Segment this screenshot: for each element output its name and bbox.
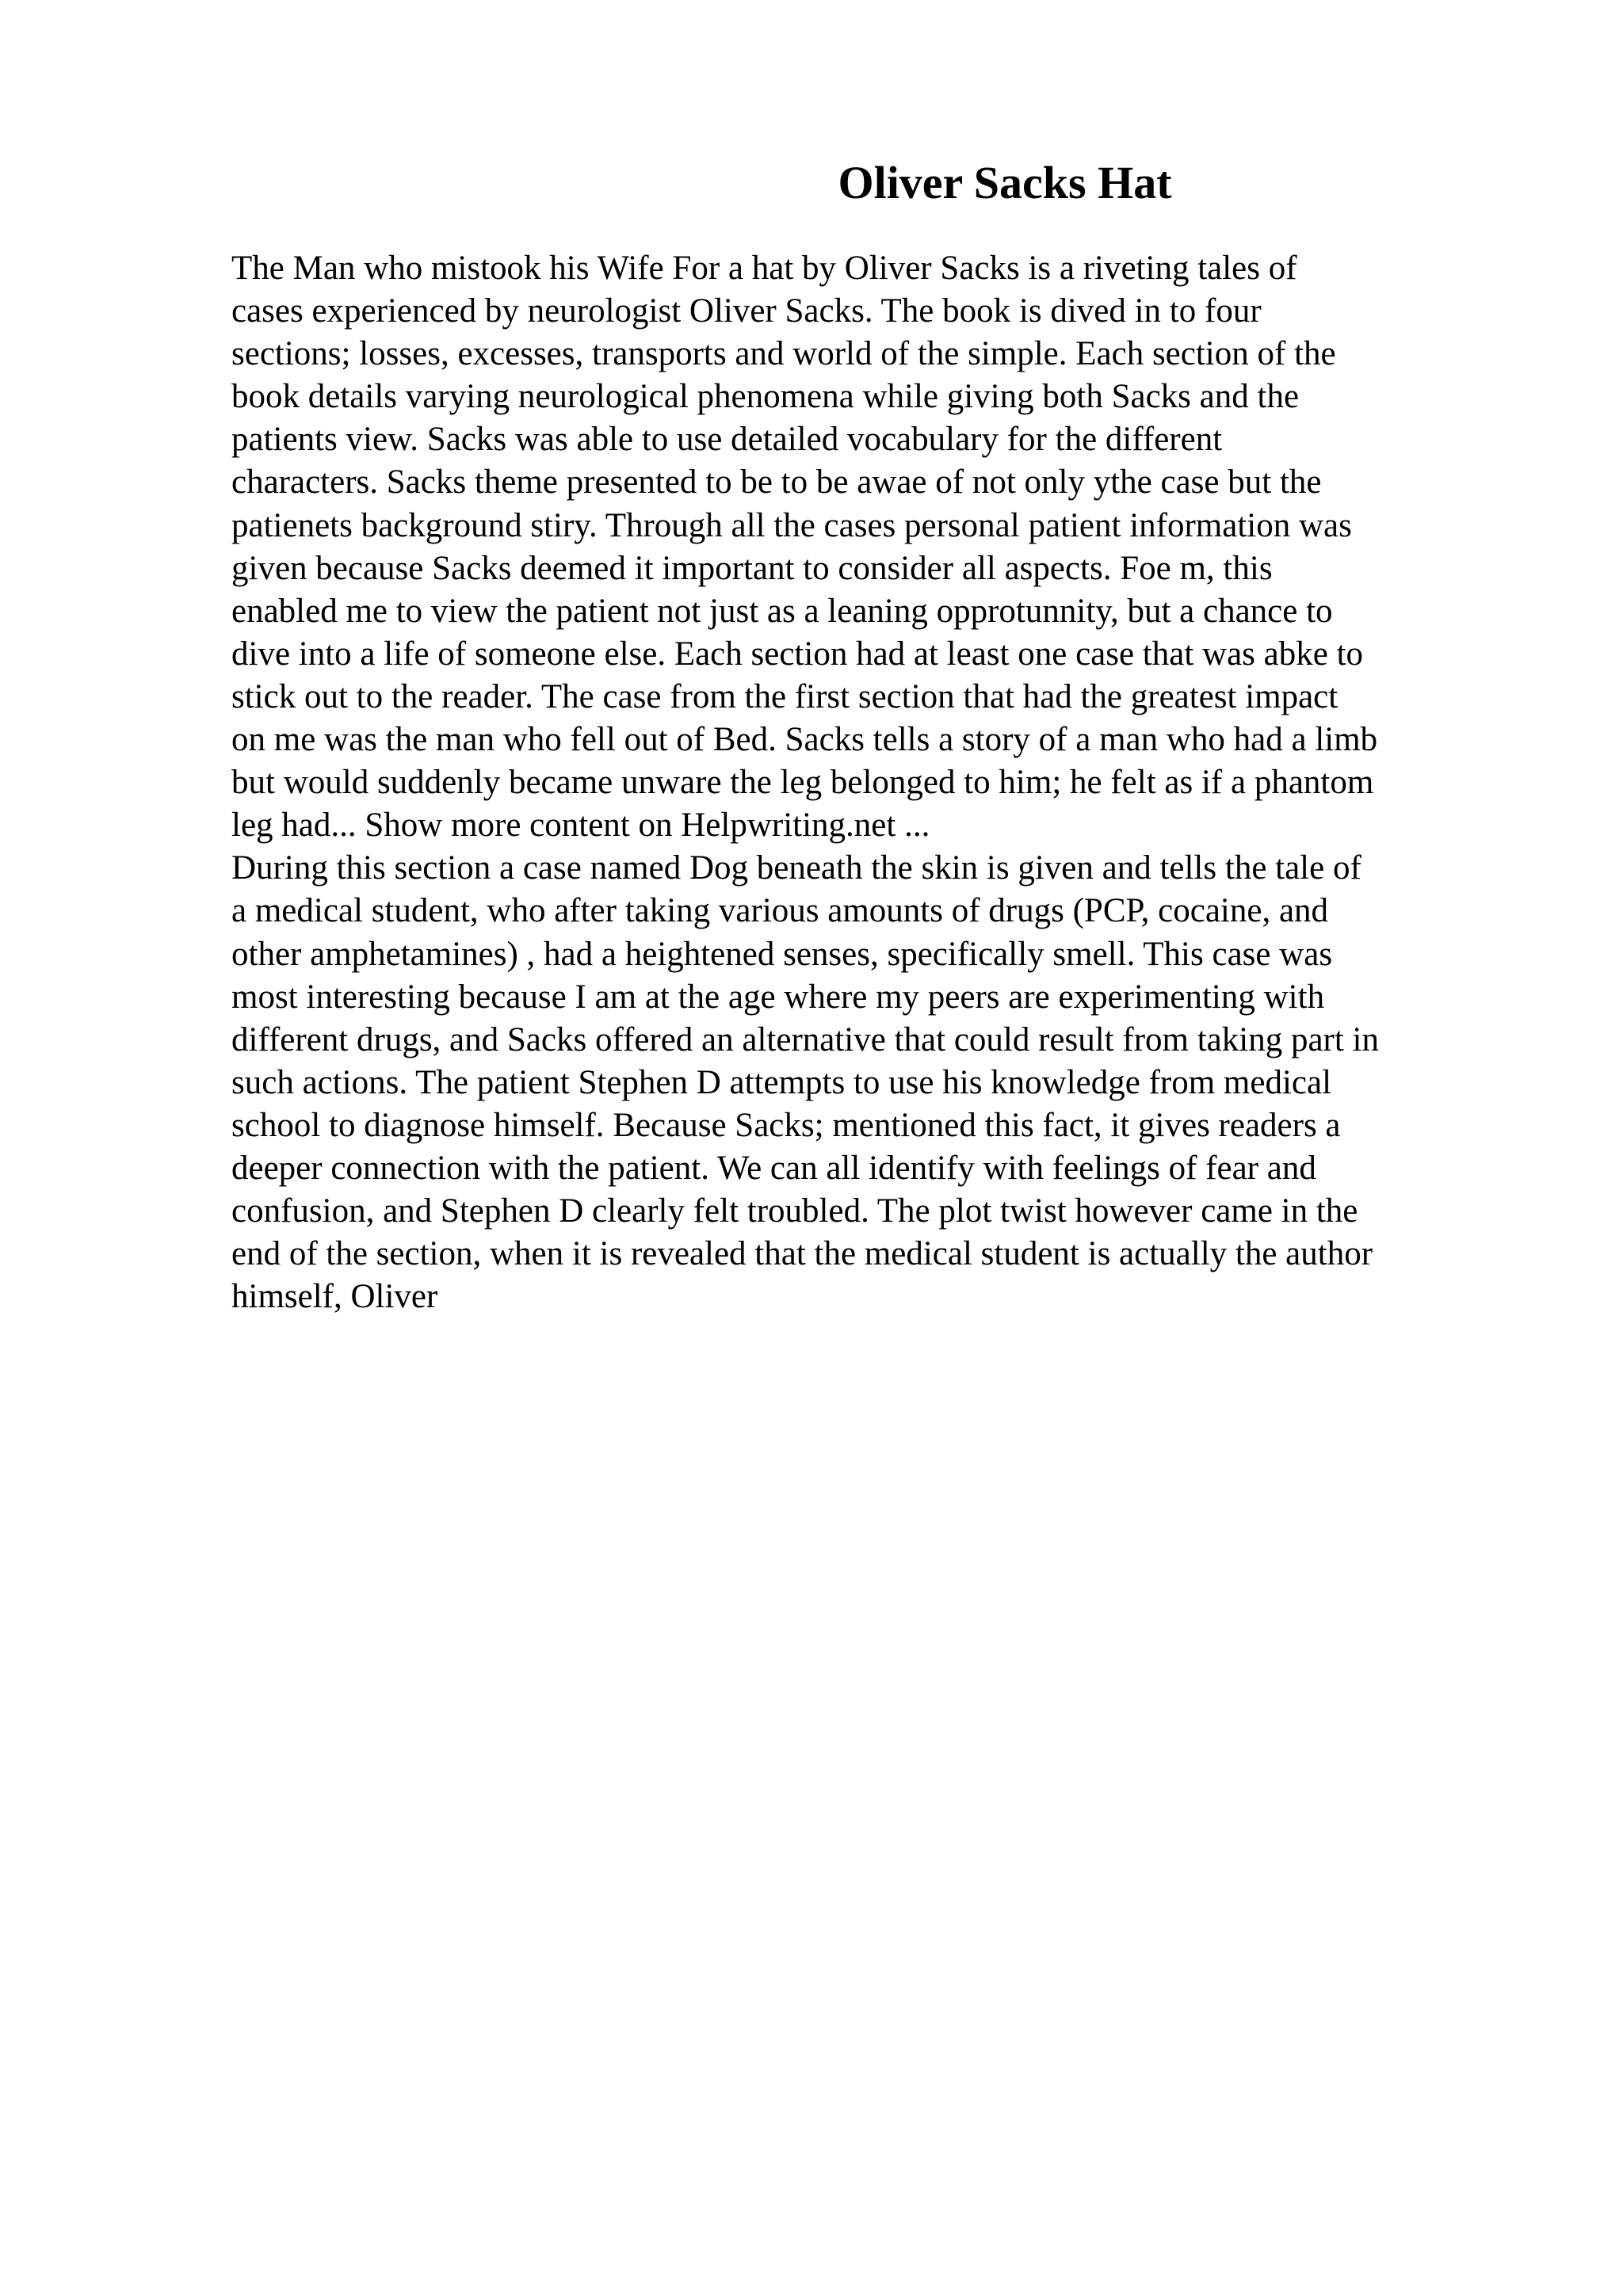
text-line: book details varying neurological phenomena while giving both Sacks and the (231, 378, 1300, 416)
text-line: leg had... Show more content on Helpwriting.net ... (231, 807, 930, 845)
text-line: patienets background stiry. Through all the cases personal patient information was (231, 506, 1352, 544)
text-line: school to diagnose himself. Because Sacks; mentioned this fact, it gives readers a (231, 1106, 1341, 1144)
document-title: Oliver Sacks Hat (838, 157, 1172, 208)
text-line: end of the section, when it is revealed that the medical student is actually the author (231, 1235, 1373, 1273)
text-line: patients view. Sacks was able to use detailed vocabulary for the different (231, 421, 1223, 459)
text-line: but would suddenly became unware the leg belonged to him; he felt as if a phantom (231, 764, 1374, 802)
text-line: other amphetamines) , had a heightened senses, specifically smell. This case was (231, 935, 1333, 973)
text-line: given because Sacks deemed it important to consider all aspects. Foe m, this (231, 549, 1273, 587)
text-line: enabled me to view the patient not just as a leaning opprotunnity, but a chance to (231, 592, 1333, 630)
text-line: on me was the man who fell out of Bed. Sacks tells a story of a man who had a limb (231, 721, 1378, 759)
text-line: The Man who mistook his Wife For a hat by Oliver Sacks is a riveting tales of (231, 250, 1297, 287)
text-line: deeper connection with the patient. We can all identify with feelings of fear and (231, 1149, 1316, 1187)
text-line: such actions. The patient Stephen D attempts to use his knowledge from medical (231, 1063, 1332, 1101)
text-line: During this section a case named Dog beneath the skin is given and tells the tale of (231, 849, 1361, 887)
text-line: characters. Sacks theme presented to be to be awae of not only ythe case but the (231, 463, 1322, 502)
paragraph-2 (231, 847, 1499, 1318)
text-line: a medical student, who after taking various amounts of drugs (PCP, cocaine, and (231, 892, 1329, 930)
text-line: confusion, and Stephen D clearly felt troubled. The plot twist however came in the (231, 1192, 1358, 1230)
text-line: most interesting because I am at the age where my peers are experimenting with (231, 978, 1325, 1016)
text-line: different drugs, and Sacks offered an alternative that could result from taking part in (231, 1020, 1379, 1058)
text-line: cases experienced by neurologist Oliver Sacks. The book is dived in to four (231, 292, 1262, 330)
paragraph-1 (231, 247, 1499, 847)
text-line: dive into a life of someone else. Each section had at least one case that was abke to (231, 635, 1364, 673)
text-line: sections; losses, excesses, transports and world of the simple. Each section of the (231, 335, 1336, 373)
document-body (231, 247, 1499, 1318)
text-line: himself, Oliver (231, 1278, 438, 1316)
text-line: stick out to the reader. The case from the first section that had the greatest impact (231, 677, 1338, 715)
